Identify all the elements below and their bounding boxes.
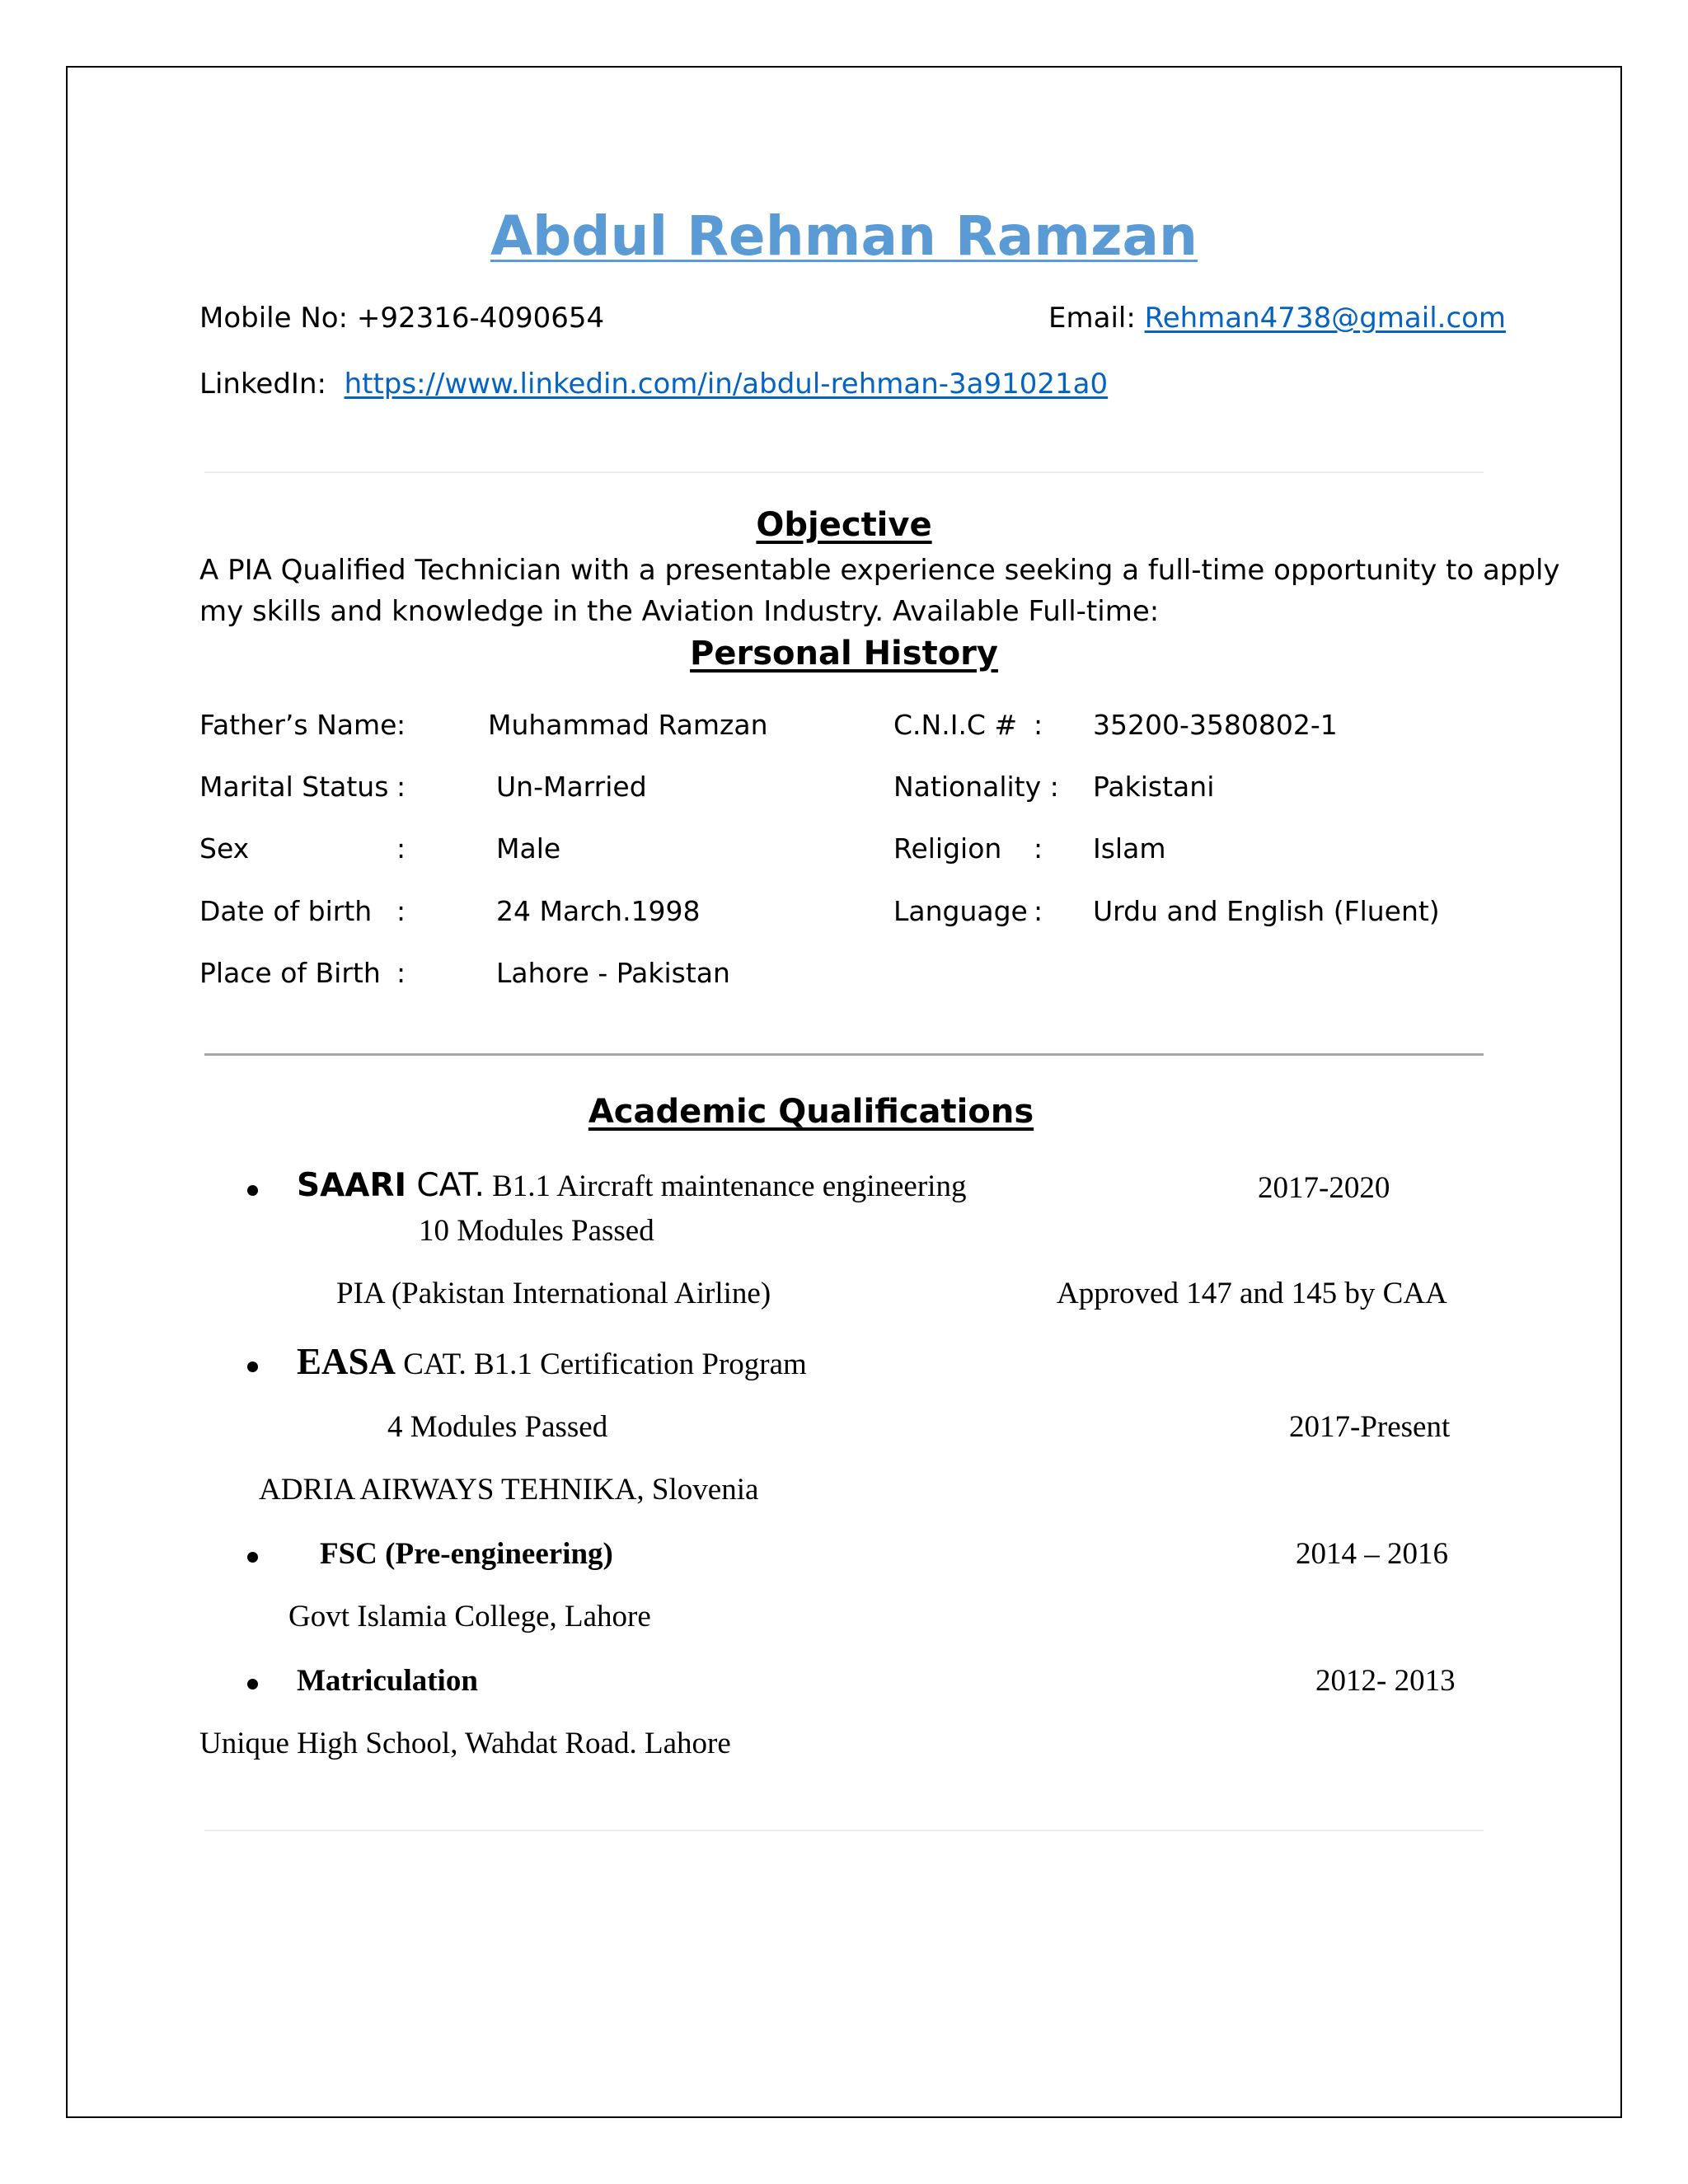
fsc-institute: Govt Islamia College, Lahore — [288, 1600, 651, 1633]
fsc-years: 2014 – 2016 — [1296, 1537, 1448, 1571]
linkedin-line — [199, 368, 1108, 401]
academic-qualifications-heading: Academic Qualifications — [588, 1093, 1034, 1131]
saari-years: 2017-2020 — [1258, 1171, 1390, 1205]
cnic-label: C.N.I.C # — [893, 709, 1018, 741]
matriculation-years: 2012- 2013 — [1315, 1664, 1456, 1698]
fsc-title: FSC (Pre-engineering) — [320, 1537, 613, 1571]
religion-value: Islam — [1093, 832, 1166, 865]
place-of-birth-value: Lahore - Pakistan — [496, 957, 730, 989]
linkedin-label: LinkedIn: — [199, 368, 326, 401]
easa-modules: 4 Modules Passed — [387, 1410, 608, 1444]
saari-title: SAARI — [297, 1167, 406, 1204]
email-link[interactable]: Rehman4738@gmail.com — [1144, 302, 1507, 335]
separator: : — [396, 895, 406, 927]
easa-line — [297, 1340, 807, 1383]
matriculation-title: Matriculation — [297, 1664, 478, 1698]
fathers-name-label: Father’s Name — [199, 709, 397, 741]
objective-line-1: A PIA Qualified Technician with a presentable experience seeking a full-time opportunity to apply — [199, 554, 1560, 587]
bullet-icon — [247, 1552, 258, 1563]
date-of-birth-value: 24 March.1998 — [496, 895, 701, 927]
personal-history-heading: Personal History — [690, 635, 998, 673]
easa-institute: ADRIA AIRWAYS TEHNIKA, Slovenia — [259, 1473, 759, 1507]
saari-modules: 10 Modules Passed — [419, 1214, 654, 1248]
saari-cat: CAT. — [406, 1167, 485, 1204]
mobile-number: Mobile No: +92316-4090654 — [199, 302, 605, 335]
divider — [204, 1830, 1484, 1831]
language-value: Urdu and English (Fluent) — [1093, 895, 1440, 927]
nationality-value: Pakistani — [1093, 771, 1215, 803]
linkedin-link[interactable]: https://www.linkedin.com/in/abdul-rehman-3a91021a0 — [344, 368, 1109, 401]
place-of-birth-label: Place of Birth — [199, 957, 381, 989]
separator: : — [396, 957, 406, 989]
objective-line-2: my skills and knowledge in the Aviation Industry. Available Full-time: — [199, 595, 1160, 628]
easa-title: EASA — [297, 1341, 396, 1382]
nationality-label: Nationality : — [893, 771, 1059, 803]
separator: : — [396, 709, 406, 741]
email-label: Email: — [1048, 302, 1136, 335]
separator: : — [1034, 895, 1043, 927]
saari-line — [297, 1167, 966, 1204]
bullet-icon — [247, 1361, 258, 1372]
saari-description: B1.1 Aircraft maintenance engineering — [484, 1169, 967, 1203]
separator: : — [396, 832, 406, 865]
separator: : — [1034, 832, 1043, 865]
marital-status-label: Marital Status — [199, 771, 389, 803]
sex-value: Male — [496, 832, 561, 865]
objective-heading: Objective — [756, 506, 932, 544]
email-line — [1048, 302, 1506, 335]
sex-label: Sex — [199, 832, 250, 865]
candidate-name: Abdul Rehman Ramzan — [490, 204, 1198, 268]
fathers-name-value: Muhammad Ramzan — [488, 709, 768, 741]
divider — [204, 471, 1484, 473]
date-of-birth-label: Date of birth — [199, 895, 373, 927]
separator: : — [1034, 709, 1043, 741]
easa-years: 2017-Present — [1289, 1410, 1451, 1444]
marital-status-value: Un-Married — [496, 771, 647, 803]
separator: : — [396, 771, 406, 803]
matriculation-institute: Unique High School, Wahdat Road. Lahore — [199, 1727, 731, 1760]
bullet-icon — [247, 1679, 258, 1690]
easa-description: CAT. B1.1 Certification Program — [396, 1347, 807, 1381]
saari-institute: PIA (Pakistan International Airline) — [336, 1277, 771, 1310]
cnic-value: 35200-3580802-1 — [1093, 709, 1338, 741]
divider — [204, 1053, 1484, 1056]
language-label: Language — [893, 895, 1028, 927]
saari-approval: Approved 147 and 145 by CAA — [1057, 1277, 1447, 1310]
religion-label: Religion — [893, 832, 1002, 865]
bullet-icon — [247, 1185, 258, 1196]
